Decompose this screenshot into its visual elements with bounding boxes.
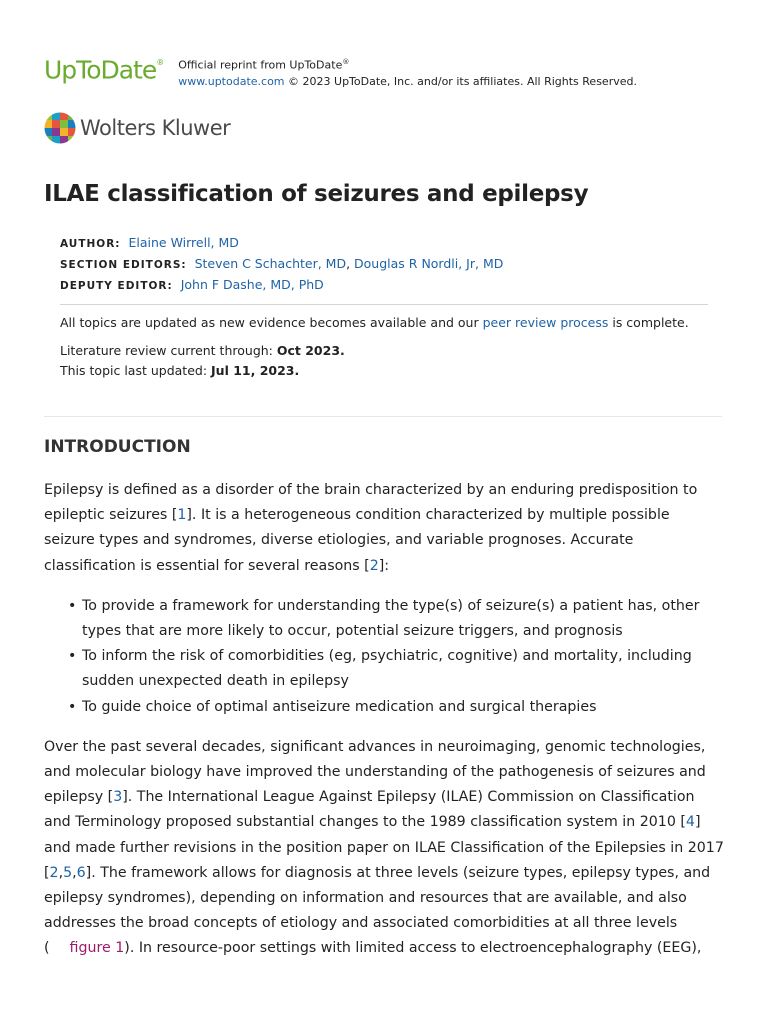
section-editor-link-2[interactable]: Douglas R Nordli, Jr, MD: [354, 256, 504, 271]
reference-link-6[interactable]: 6: [76, 864, 86, 881]
deputy-editor-key: DEPUTY EDITOR:: [60, 280, 173, 292]
wolters-kluwer-logo: [44, 112, 230, 144]
text-run: ). In resource-poor settings with limited access to electroencephalography (EEG),: [124, 940, 702, 957]
wolters-kluwer-mosaic-icon: [44, 112, 76, 144]
reference-link-2b[interactable]: 2: [49, 864, 59, 881]
list-item: • To inform the risk of comorbidities (eg, psychiatric, cognitive) and mortality, including sudden unexpected death in epilepsy: [82, 644, 724, 694]
reprint-line: Official reprint from UpToDate: [178, 58, 343, 72]
uptodate-site-link[interactable]: www.uptodate.com: [178, 74, 285, 88]
section-editors-row: [60, 254, 708, 275]
text-run: ]. The International League Against Epilepsy (ILAE) Commission on Classification and Terminology proposed substantial changes to the 1989 classification system in 2010 [: [44, 789, 695, 831]
section-heading-introduction: INTRODUCTION: [44, 437, 191, 457]
section-editor-link-1[interactable]: Steven C Schachter, MD: [194, 256, 347, 271]
text-run: Over the past several decades, significant advances in neuroimaging, genomic technologies, and molecular biology have improved the understanding of the pathogenesis of seizures and epilepsy [: [44, 738, 706, 806]
update-notice: [60, 313, 708, 333]
text-run: ]. It is a heterogeneous condition characterized by multiple possible seizure types and syndromes, diverse etiologies, and variable prognoses. Accurate classification is essential for several reasons [: [44, 507, 670, 574]
uptodate-logo-text: UpToDate: [44, 55, 157, 85]
reference-separator: ,: [72, 864, 77, 881]
literature-review-date: [60, 341, 708, 361]
reference-link-1[interactable]: 1: [177, 507, 187, 524]
uptodate-logo: [44, 52, 164, 85]
text-run: ] and made further revisions in the position paper on ILAE Classification of the Epilepsies in 2017 [: [44, 814, 724, 881]
author-key: AUTHOR:: [60, 238, 121, 250]
literature-review-value: Oct 2023.: [276, 343, 345, 358]
reference-link-5[interactable]: 5: [63, 864, 73, 881]
intro-paragraph-2: [44, 735, 724, 962]
deputy-editor-link[interactable]: John F Dashe, MD, PhD: [180, 277, 324, 292]
intro-paragraph-1: [44, 478, 724, 579]
page-title: ILAE classification of seizures and epilepsy: [44, 181, 589, 207]
section-editors-key: SECTION EDITORS:: [60, 259, 187, 271]
figure-1-link[interactable]: figure 1: [69, 940, 125, 957]
reasons-list: [44, 594, 724, 720]
list-item: • To guide choice of optimal antiseizure medication and surgical therapies: [82, 695, 724, 720]
reference-link-2[interactable]: 2: [369, 557, 379, 574]
update-notice-post: is complete.: [608, 315, 689, 330]
update-notice-pre: All topics are updated as new evidence becomes available and our: [60, 315, 483, 330]
literature-review-label: Literature review current through:: [60, 343, 277, 358]
last-updated-value: Jul 11, 2023.: [211, 363, 300, 378]
reference-separator: ,: [58, 864, 64, 881]
meta-spacer: [60, 333, 708, 341]
wolters-kluwer-wordmark: Wolters Kluwer: [80, 116, 231, 140]
topic-meta: [60, 233, 708, 381]
text-run: Epilepsy is defined as a disorder of the brain characterized by an enduring predisposition to epileptic seizures [: [44, 482, 698, 524]
section-divider: [44, 416, 722, 417]
header-brand: [44, 52, 637, 90]
reference-link-4[interactable]: 4: [685, 814, 695, 831]
text-run: ]:: [378, 557, 390, 574]
last-updated-date: [60, 361, 708, 381]
article-body: [44, 478, 724, 977]
meta-divider: [60, 304, 708, 305]
copyright-text: © 2023 UpToDate, Inc. and/or its affiliates. All Rights Reserved.: [284, 74, 637, 88]
last-updated-label: This topic last updated:: [60, 363, 212, 378]
text-run: ]. The framework allows for diagnosis at three levels (seizure types, epilepsy types, and epilepsy syndromes), depending on information and resources that are available, and also addresses the broad concepts of etiology and associated comorbidities at all three levels (: [44, 864, 711, 957]
uptodate-logo-mark: ®: [156, 58, 165, 67]
peer-review-link[interactable]: peer review process: [482, 315, 609, 330]
section-editor-separator: ,: [346, 256, 355, 271]
author-link[interactable]: Elaine Wirrell, MD: [128, 235, 239, 250]
reprint-notice: [178, 54, 637, 90]
author-row: [60, 233, 708, 254]
reference-link-3[interactable]: 3: [113, 789, 123, 806]
list-item: • To provide a framework for understanding the type(s) of seizure(s) a patient has, other types that are more likely to occur, potential seizure triggers, and prognosis: [82, 594, 724, 644]
reprint-mark: ®: [342, 58, 350, 66]
deputy-editor-row: [60, 275, 708, 296]
